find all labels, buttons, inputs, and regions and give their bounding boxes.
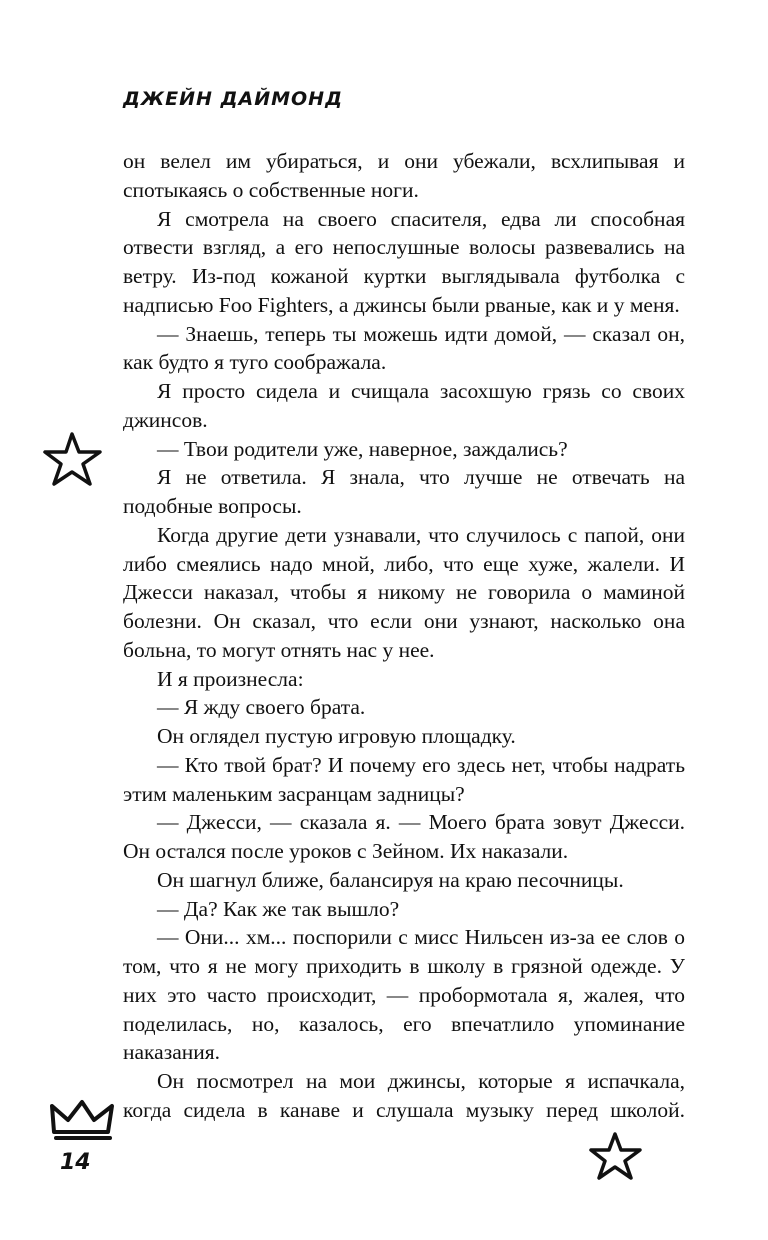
paragraph: И я произнесла: bbox=[157, 666, 304, 691]
crown-icon bbox=[48, 1098, 118, 1144]
paragraph: Он шагнул ближе, балансируя на краю песочницы. bbox=[157, 867, 624, 892]
page-number: 14 bbox=[60, 1150, 91, 1175]
star-icon bbox=[588, 1130, 644, 1182]
paragraph: Он посмотрел на мои джинсы, которые я испачкала, когда сидела в канаве и слушала музыку перед школой. bbox=[123, 1069, 685, 1122]
body-text bbox=[123, 147, 685, 1125]
paragraph: — Твои родители уже, наверное, заждались? bbox=[157, 436, 568, 461]
paragraph: — Знаешь, теперь ты можешь идти домой, — сказал он, как будто я туго соображала. bbox=[123, 321, 685, 375]
paragraph: — Да? Как же так вышло? bbox=[157, 896, 400, 921]
paragraph: он велел им убираться, и они убежали, всхлипывая и спотыкаясь о собственные ноги. bbox=[123, 149, 685, 202]
paragraph: Я не ответила. Я знала, что лучше не отвечать на подобные вопросы. bbox=[123, 465, 685, 518]
paragraph: Я смотрела на своего спасителя, едва ли способная отвести взгляд, а его непослушные волосы развевались на ветру. Из-под кожаной куртки выглядывала футболка с надписью Foo Fighters, а джинсы были рваные, как и у меня. bbox=[123, 206, 685, 317]
paragraph: Когда другие дети узнавали, что случилось с папой, они либо смеялись надо мной, либо, что еще хуже, жалели. И Джесси наказал, чтобы я никому не говорила о маминой болезни. Он сказал, что если они узнают, насколько она больна, то могут отнять нас у нее. bbox=[123, 522, 685, 662]
paragraph: Он оглядел пустую игровую площадку. bbox=[157, 724, 516, 748]
paragraph: — Они... хм... поспорили с мисс Нильсен из-за ее слов о том, что я не могу приходить в школу в грязной одежде. У них это часто происходит, — пробормотала я, жалея, что поделилась, но, казалось, его впечатлило упоминание наказания. bbox=[123, 925, 685, 1065]
paragraph: — Я жду своего брата. bbox=[157, 695, 366, 720]
paragraph: — Кто твой брат? И почему его здесь нет, чтобы надрать этим маленьким засранцам задницы? bbox=[123, 752, 685, 806]
star-icon bbox=[42, 430, 104, 488]
paragraph: Я просто сидела и счищала засохшую грязь со своих джинсов. bbox=[123, 379, 685, 432]
running-header-author: ДЖЕЙН ДАЙМОНД bbox=[123, 88, 343, 110]
paragraph: — Джесси, — сказала я. — Моего брата зовут Джесси. Он остался после уроков с Зейном. Их наказали. bbox=[123, 810, 685, 863]
